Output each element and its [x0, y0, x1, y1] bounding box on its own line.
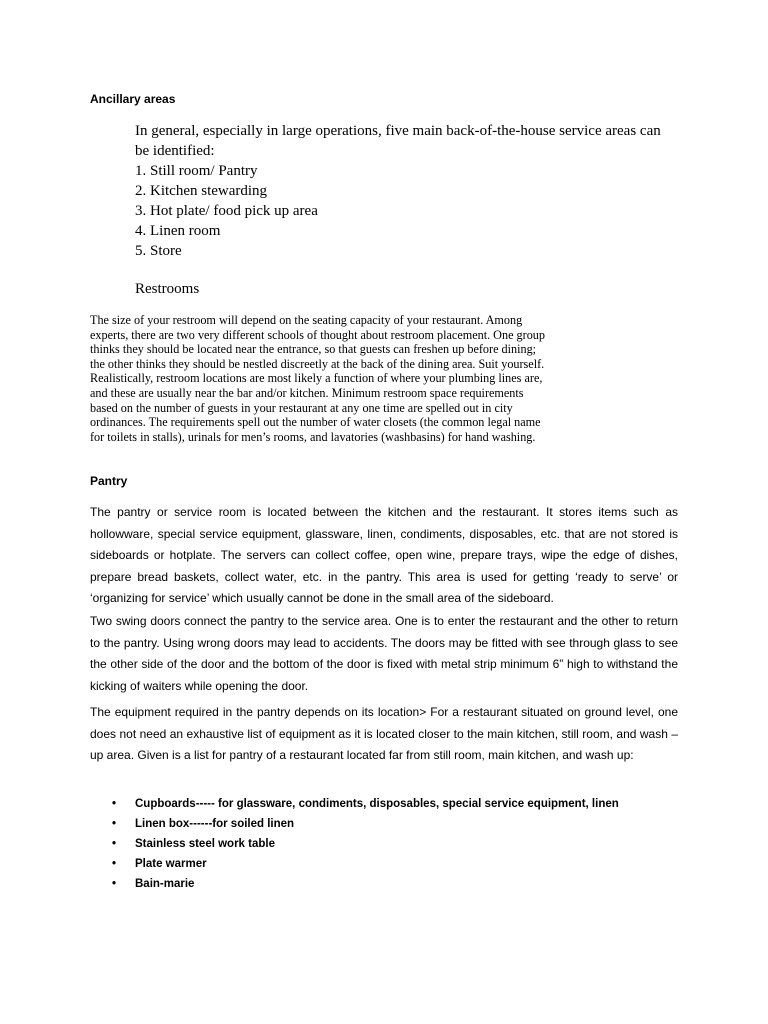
heading-ancillary-areas: Ancillary areas [90, 92, 176, 106]
pantry-paragraph-3: The equipment required in the pantry depends on its location> For a restaurant situated on ground level, one does not need an exhaustive list of equipment as it is located closer to the main kitchen, still room, and wash –up area. Given is a list for pantry of a restaurant located far from still room, main kitchen, and wash up: [90, 705, 678, 762]
list-item: • Linen box------for soiled linen [108, 814, 619, 834]
intro-text: In general, especially in large operations, five main back-of-the-house service areas can be identified: [135, 123, 661, 159]
pantry-paragraph-2: Two swing doors connect the pantry to the service area. One is to enter the restaurant and the other to return to the pantry. Using wrong doors may lead to accidents. The doors may be fitted with see through glass to see the other side of the door and the bottom of the door is fixed with metal strip minimum 6” high to withstand the kicking of waiters while opening the door. [90, 614, 678, 693]
list-item: • Cupboards----- for glassware, condiments, disposables, special service equipment, linen [108, 794, 619, 814]
service-areas-list [135, 161, 675, 261]
restrooms-paragraph: The size of your restroom will depend on the seating capacity of your restaurant. Among experts, there are two very different schools of thought about restroom placement. One group thinks they should be located near the entrance, so that guests can freshen up before dining; the other thinks they should be nestled discreetly at the back of the dining area. Suit yourself. Realistically, restroom locations are most likely a function of where your plumbing lines are, and these are usually near the bar and/or kitchen. Minimum restroom space requirements based on the number of guests in your restaurant at any one time are spelled out in city ordinances. The requirements spell out the number of water closets (the common legal name for toilets in stalls), urinals for men’s rooms, and lavatories (washbasins) for hand washing. [90, 313, 545, 444]
equipment-list [108, 794, 619, 894]
list-item: 4. Linen room [135, 223, 221, 239]
list-item: 5. Store [135, 243, 182, 259]
list-item: 1. Still room/ Pantry [135, 163, 258, 179]
heading-pantry: Pantry [90, 474, 128, 488]
pantry-paragraph-1: The pantry or service room is located between the kitchen and the restaurant. It stores items such as hollowware, special service equipment, glassware, linen, condiments, disposables, etc. that are not stored is sideboards or hotplate. The servers can collect coffee, open wine, prepare trays, wipe the edge of dishes, prepare bread baskets, collect water, etc. in the pantry. This area is used for getting ‘ready to serve’ or ‘organizing for service’ which usually cannot be done in the small area of the sideboard. [90, 505, 678, 605]
intro-block [135, 121, 675, 261]
list-item: • Bain-marie [108, 874, 619, 894]
heading-restrooms: Restrooms [135, 281, 200, 297]
list-item: 3. Hot plate/ food pick up area [135, 203, 318, 219]
list-item: • Stainless steel work table [108, 834, 619, 854]
list-item: • Plate warmer [108, 854, 619, 874]
list-item: 2. Kitchen stewarding [135, 183, 268, 199]
